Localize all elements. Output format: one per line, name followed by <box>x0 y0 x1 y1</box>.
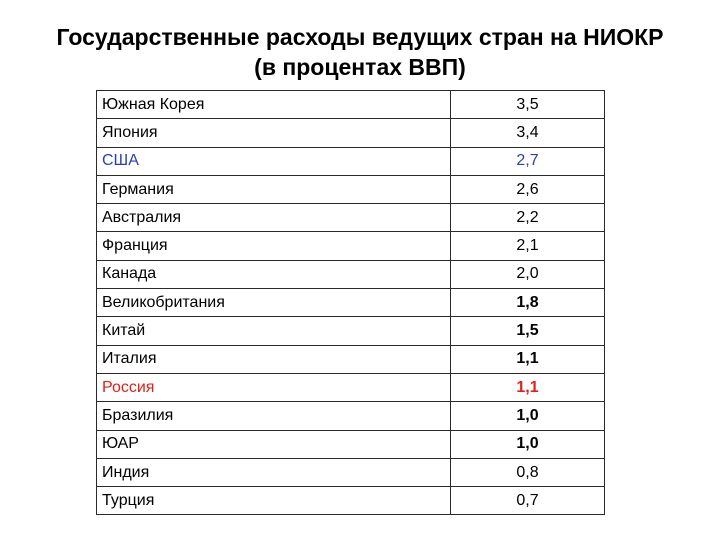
table-row <box>97 317 605 345</box>
value-cell: 1,8 <box>451 289 605 317</box>
table-row <box>97 119 605 147</box>
value-cell: 0,8 <box>451 458 605 486</box>
table-row <box>97 175 605 203</box>
value-cell: 1,0 <box>451 402 605 430</box>
country-cell: Япония <box>97 119 451 147</box>
value-cell: 3,4 <box>451 119 605 147</box>
value-cell: 1,1 <box>451 345 605 373</box>
country-cell: Италия <box>97 345 451 373</box>
value-cell: 2,6 <box>451 175 605 203</box>
country-cell: США <box>97 147 451 175</box>
table-row <box>97 458 605 486</box>
table-row <box>97 289 605 317</box>
table-row <box>97 373 605 401</box>
value-cell: 2,7 <box>451 147 605 175</box>
table-row <box>97 232 605 260</box>
table-row <box>97 204 605 232</box>
table-body <box>97 91 605 515</box>
table-row <box>97 487 605 515</box>
country-cell: Россия <box>97 373 451 401</box>
country-cell: Канада <box>97 260 451 288</box>
table-row <box>97 260 605 288</box>
title-line-1: Государственные расходы ведущих стран на НИОКР <box>56 24 664 50</box>
country-cell: Великобритания <box>97 289 451 317</box>
table-row <box>97 91 605 119</box>
slide-title <box>0 22 720 82</box>
country-cell: Франция <box>97 232 451 260</box>
country-cell: Турция <box>97 487 451 515</box>
table-row <box>97 147 605 175</box>
value-cell: 1,1 <box>451 373 605 401</box>
country-cell: Австралия <box>97 204 451 232</box>
value-cell: 0,7 <box>451 487 605 515</box>
value-cell: 3,5 <box>451 91 605 119</box>
country-cell: Индия <box>97 458 451 486</box>
table-row <box>97 402 605 430</box>
value-cell: 1,0 <box>451 430 605 458</box>
value-cell: 2,0 <box>451 260 605 288</box>
table-row <box>97 430 605 458</box>
value-cell: 2,1 <box>451 232 605 260</box>
value-cell: 2,2 <box>451 204 605 232</box>
rd-spending-table <box>96 90 605 515</box>
title-line-2: (в процентах ВВП) <box>254 54 466 80</box>
country-cell: Бразилия <box>97 402 451 430</box>
country-cell: Германия <box>97 175 451 203</box>
country-cell: Китай <box>97 317 451 345</box>
table-row <box>97 345 605 373</box>
country-cell: Южная Корея <box>97 91 451 119</box>
country-cell: ЮАР <box>97 430 451 458</box>
value-cell: 1,5 <box>451 317 605 345</box>
